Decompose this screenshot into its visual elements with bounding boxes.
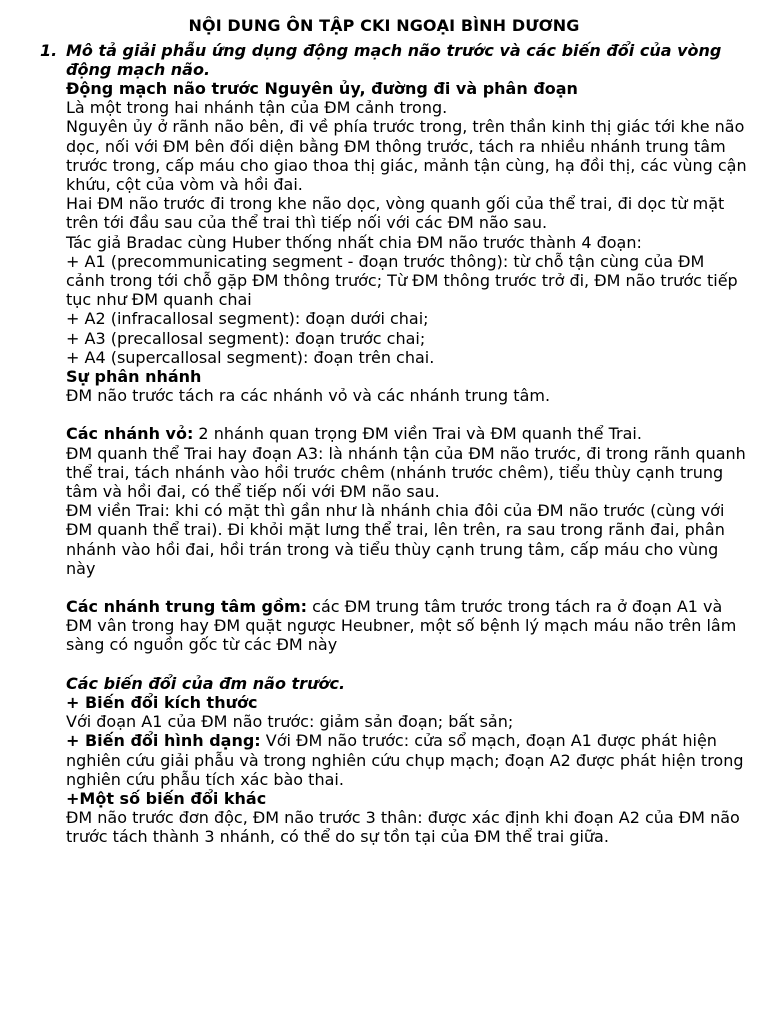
subheading-size: + Biến đổi kích thước	[66, 692, 258, 712]
section-heading-branching: Sự phân nhánh	[66, 367, 202, 387]
central-label: Các nhánh trung tâm gồm:	[66, 597, 308, 617]
paragraph-shape	[66, 731, 748, 789]
document-body	[66, 79, 748, 847]
paragraph: ĐM não trước tách ra các nhánh vỏ và các nhánh trung tâm.	[66, 386, 551, 406]
paragraph: ĐM quanh thể Trai hay đoạn A3: là nhánh tận của ĐM não trước, đi trong rãnh quanh thể trai, tách nhánh vào hồi trước chêm (nhánh trước chêm), tiểu thùy cạnh trung tâm và hồi đai, có thể tiếp nối với ĐM não sau.	[66, 443, 746, 502]
question-heading	[40, 41, 748, 79]
central-text: các ĐM trung tâm trước trong tách ra ở đoạn A1 và ĐM vân trong hay ĐM quặt ngược Heubner, một số bệnh lý mạch máu não trên lâm sàng có nguồn gốc từ các ĐM này	[66, 597, 737, 655]
paragraph: Hai ĐM não trước đi trong khe não dọc, vòng quanh gối của thể trai, đi dọc từ mặt trên tới đầu sau của thể trai thì tiếp nối với các ĐM não sau.	[66, 194, 725, 233]
shape-text: Với ĐM não trước: cửa sổ mạch, đoạn A1 được phát hiện nghiên cứu giải phẫu và trong nghiên cứu chụp mạch; đoạn A2 được phát hiện trong nghiên cứu phẫu tích xác bào thai.	[66, 731, 744, 789]
question-text: Mô tả giải phẫu ứng dụng động mạch não trước và các biến đổi của vòng động mạch não.	[66, 41, 722, 79]
paragraph: Nguyên ủy ở rãnh não bên, đi về phía trước trong, trên thần kinh thị giác tới khe não dọc, nối với ĐM bên đối diện bằng ĐM thông trước, tách ra nhiều nhánh trung tâm trước trong, cấp máu cho giao thoa thị giác, mảnh tận cùng, hạ đồi thị, các vùng cận khứu, cột của vòm và hồi đai.	[66, 117, 747, 195]
paragraph-central	[66, 597, 748, 655]
segment-a3: + A3 (precallosal segment): đoạn trước chai;	[66, 328, 426, 348]
spacer	[66, 405, 748, 424]
paragraph: ĐM viền Trai: khi có mặt thì gần như là nhánh chia đôi của ĐM não trước (cùng với ĐM quanh thể trai). Đi khỏi mặt lưng thể trai, lên trên, ra sau trong rãnh đai, phân nhánh vào hồi đai, hồi trán trong và tiểu thùy cạnh trung tâm, cấp máu cho vùng này	[66, 501, 725, 578]
section-heading-origin: Động mạch não trước Nguyên ủy, đường đi và phân đoạn	[66, 79, 578, 98]
spacer	[66, 655, 748, 674]
paragraph: ĐM não trước đơn độc, ĐM não trước 3 thân: được xác định khi đoạn A2 của ĐM não trước tách thành 3 nhánh, có thể do sự tồn tại của ĐM thể trai giữa.	[66, 808, 740, 847]
shape-label: + Biến đổi hình dạng:	[66, 731, 261, 751]
section-heading-variations: Các biến đổi của đm não trước.	[66, 673, 346, 693]
cortical-label: Các nhánh vỏ:	[66, 424, 194, 444]
segment-a4: + A4 (supercallosal segment): đoạn trên chai.	[66, 347, 435, 367]
segment-a1: + A1 (precommunicating segment - đoạn trước thông): từ chỗ tận cùng của ĐM cảnh trong tới chỗ gặp ĐM thông trước; Từ ĐM thông trước trở đi, ĐM não trước tiếp tục như ĐM quanh chai	[66, 251, 738, 310]
paragraph: Tác giả Bradac cùng Huber thống nhất chia ĐM não trước thành 4 đoạn:	[66, 232, 642, 252]
paragraph-cortical	[66, 424, 748, 443]
spacer	[66, 578, 748, 597]
subheading-other: +Một số biến đổi khác	[66, 788, 267, 808]
segment-a2: + A2 (infracallosal segment): đoạn dưới chai;	[66, 309, 429, 329]
cortical-text: 2 nhánh quan trọng ĐM viền Trai và ĐM quanh thể Trai.	[193, 424, 642, 444]
paragraph: Với đoạn A1 của ĐM não trước: giảm sản đoạn; bất sản;	[66, 712, 514, 732]
paragraph: Là một trong hai nhánh tận của ĐM cảnh trong.	[66, 98, 448, 118]
document-title: NỘI DUNG ÔN TẬP CKI NGOẠI BÌNH DƯƠNG	[188, 16, 580, 35]
question-number: 1.	[40, 41, 58, 60]
